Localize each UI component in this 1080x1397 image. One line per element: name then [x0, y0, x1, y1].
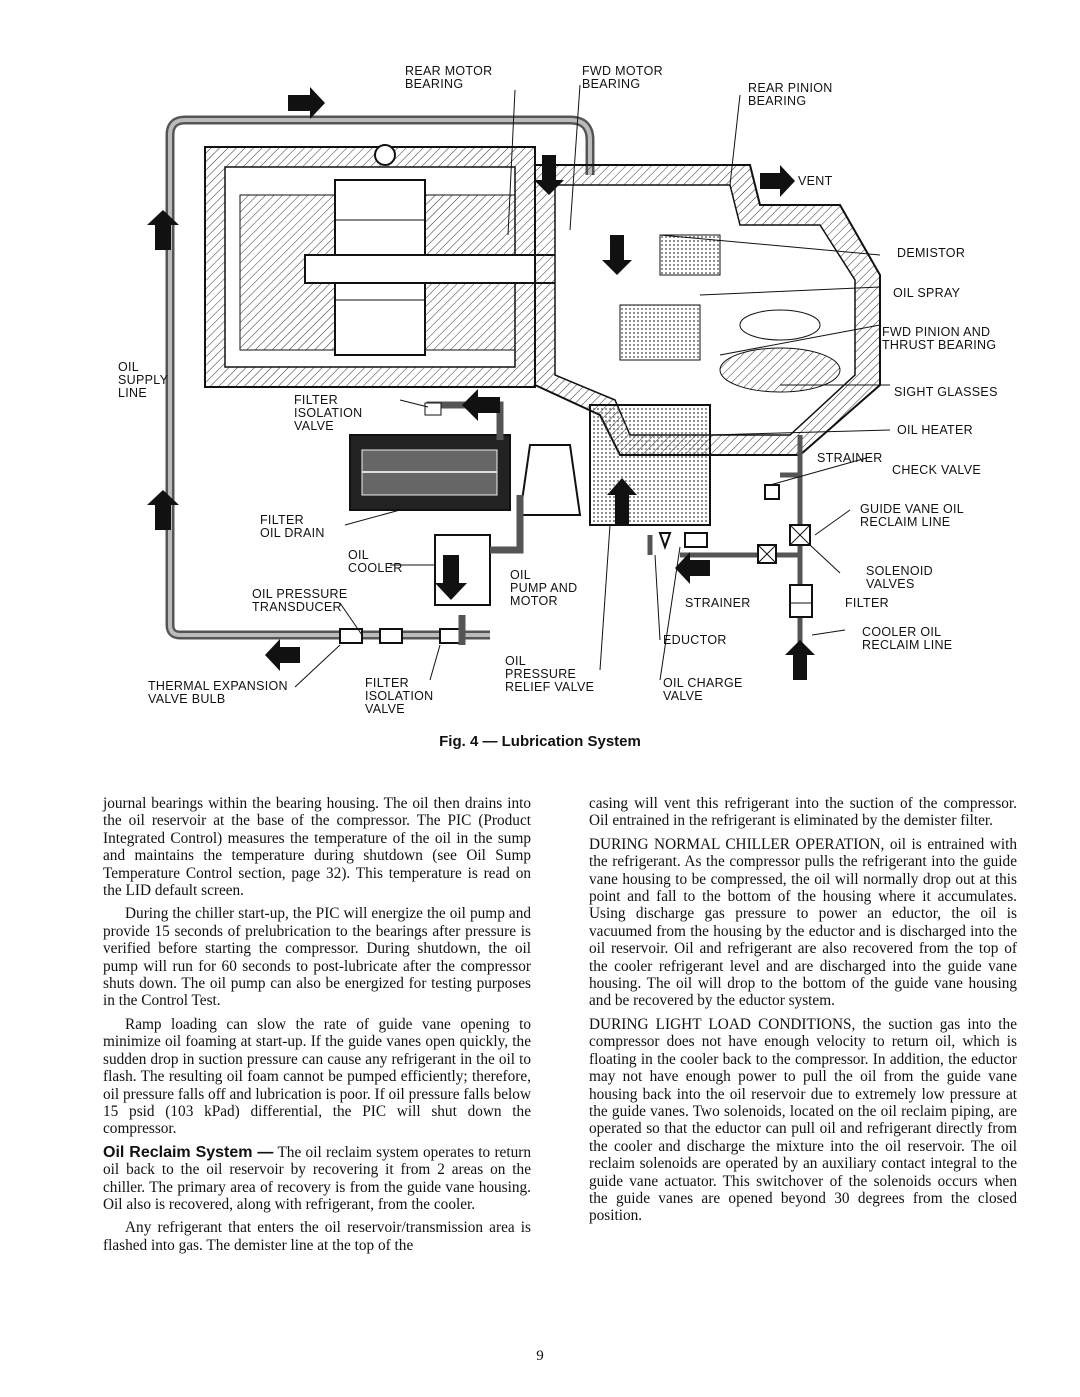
paragraph: Any refrigerant that enters the oil reservoir/transmission area is flashed into gas. The demister line at the top of the [103, 1219, 531, 1254]
label-vent: VENT [798, 174, 833, 188]
reclaim-filter [790, 585, 812, 617]
label-oil-pump: OIL PUMP AND MOTOR [510, 568, 578, 608]
paragraph: journal bearings within the bearing housing. The oil then drains into the oil reservoir at the base of the compressor. The PIC (Product Integrated Control) measures the temperature of the oil in the sump and maintains the temperature during shutdown (see Oil Sump Temperature Control section, page 32). This temperature is read on the LID default screen. [103, 795, 531, 900]
paragraph: Ramp loading can slow the rate of guide vane opening to minimize oil foaming at start-up. If the guide vanes open quickly, the sudden drop in suction pressure can cause any refrigerant in the oil to flash. The resulting oil foam cannot be pumped efficiently; therefore, oil pressure falls off and lubrication is poor. If oil pressure falls below 15 psid (103 kPad) differential, the PIC will shut down the compressor. [103, 1015, 531, 1138]
label-filter-oil-drain: FILTER OIL DRAIN [260, 513, 325, 540]
section-heading: Oil Reclaim System — [103, 1143, 274, 1161]
label-oil-heater: OIL HEATER [897, 423, 973, 437]
arrow-vent [760, 165, 795, 197]
paragraph-text: The oil reclaim system operates to return oil back to the oil reservoir by recovering it from 2 areas on the chiller. The primary area of recovery is from the guide vane housing. Oil also is recovered, along with refrigerant, from the cooler. [103, 1143, 531, 1213]
label-cooler-oil: COOLER OIL RECLAIM LINE [862, 625, 953, 652]
paragraph: DURING LIGHT LOAD CONDITIONS, the suction gas into the compressor does not have enough velocity to return oil, which is floating in the cooler back to the compressor. In addition, the eductor may not have enough power to pull the oil from the guide vane housing back into the oil reservoir due to extremely low pressure at the guide vanes. Two solenoids, located on the oil reclaim piping, are operated so that the eductor can pull oil and refrigerant directly from the cooler and discharge the mixture into the oil reservoir. The oil reclaim solenoids are operated by an auxiliary contact integral to the guide vane actuator. This switchover of the solenoids occurs when the guide vanes are opened beyond 30 degrees from the closed position. [589, 1015, 1017, 1225]
paragraph: DURING NORMAL CHILLER OPERATION, oil is entrained with the refrigerant. As the compressor pulls the refrigerant into the guide vane housing to be compressed, the oil will normally drop out at this point and fall to the bottom of the housing where it accumulates. Using discharge gas pressure to power an eductor, the oil is vacuumed from the housing by the eductor and is discharged into the oil reservoir. Oil and refrigerant are also recovered from the top of the cooler refrigerant level and are discharged into the guide vane housing. The oil will drop to the bottom of the guide vane housing and be recovered by the eductor system. [589, 835, 1017, 1010]
label-oil-spray: OIL SPRAY [893, 286, 961, 300]
figure-caption: Fig. 4 — Lubrication System [439, 733, 641, 750]
check-valve [765, 485, 779, 499]
label-oil-pressure-transducer: OIL PRESSURE TRANSDUCER [252, 587, 348, 614]
label-strainer-bottom: STRAINER [685, 596, 751, 610]
label-solenoid-valves: SOLENOID VALVES [866, 564, 933, 591]
oil-pump [520, 445, 580, 515]
eductor [685, 533, 707, 547]
label-demistor: DEMISTOR [897, 246, 966, 260]
paragraph-with-heading [103, 1144, 531, 1214]
label-oil-charge: OIL CHARGE VALVE [663, 676, 743, 703]
label-filter-right: FILTER [845, 596, 889, 610]
page-number: 9 [536, 1348, 544, 1364]
arrow-up-right [785, 640, 815, 680]
arrow-top [288, 87, 325, 119]
label-oil-pressure-relief: OIL PRESSURE RELIEF VALVE [505, 654, 595, 694]
label-oil-cooler: OIL COOLER [348, 548, 403, 575]
left-column [103, 795, 531, 1260]
label-eductor: EDUCTOR [663, 633, 727, 647]
paragraph: During the chiller start-up, the PIC will energize the oil pump and provide 15 seconds of prelubrication to the bearings after pressure is verified before starting the compressor. During shutdown, the oil pump will run for 60 seconds to post-lubricate after the compressor shuts down. The oil pump can also be energized for testing purposes in the Control Test. [103, 905, 531, 1010]
label-rear-pinion-bearing: REAR PINION BEARING [748, 81, 833, 108]
label-fwd-motor-bearing: FWD MOTOR BEARING [582, 64, 663, 91]
label-thermal-expansion: THERMAL EXPANSION VALVE BULB [148, 679, 288, 706]
label-guide-vane-oil: GUIDE VANE OIL RECLAIM LINE [860, 502, 964, 529]
label-fwd-pinion: FWD PINION AND THRUST BEARING [882, 325, 997, 352]
label-filter-isolation-bottom: FILTER ISOLATION VALVE [365, 676, 434, 716]
oil-reservoir [590, 405, 710, 525]
label-check-valve: CHECK VALVE [892, 463, 981, 477]
lubrication-system-figure [100, 55, 1000, 725]
arrow-bottom-left [265, 639, 300, 671]
label-rear-motor-bearing: REAR MOTOR BEARING [405, 64, 493, 91]
label-sight-glasses: SIGHT GLASSES [894, 385, 998, 399]
right-column [589, 795, 1017, 1231]
label-strainer-top: STRAINER [817, 451, 883, 465]
label-oil-supply-line: OIL SUPPLY LINE [118, 360, 169, 400]
paragraph: casing will vent this refrigerant into the suction of the compressor. Oil entrained in the refrigerant is eliminated by the demister filter. [589, 795, 1017, 830]
label-filter-isolation-top: FILTER ISOLATION VALVE [294, 393, 363, 433]
arrow-filter-iso [462, 389, 500, 421]
